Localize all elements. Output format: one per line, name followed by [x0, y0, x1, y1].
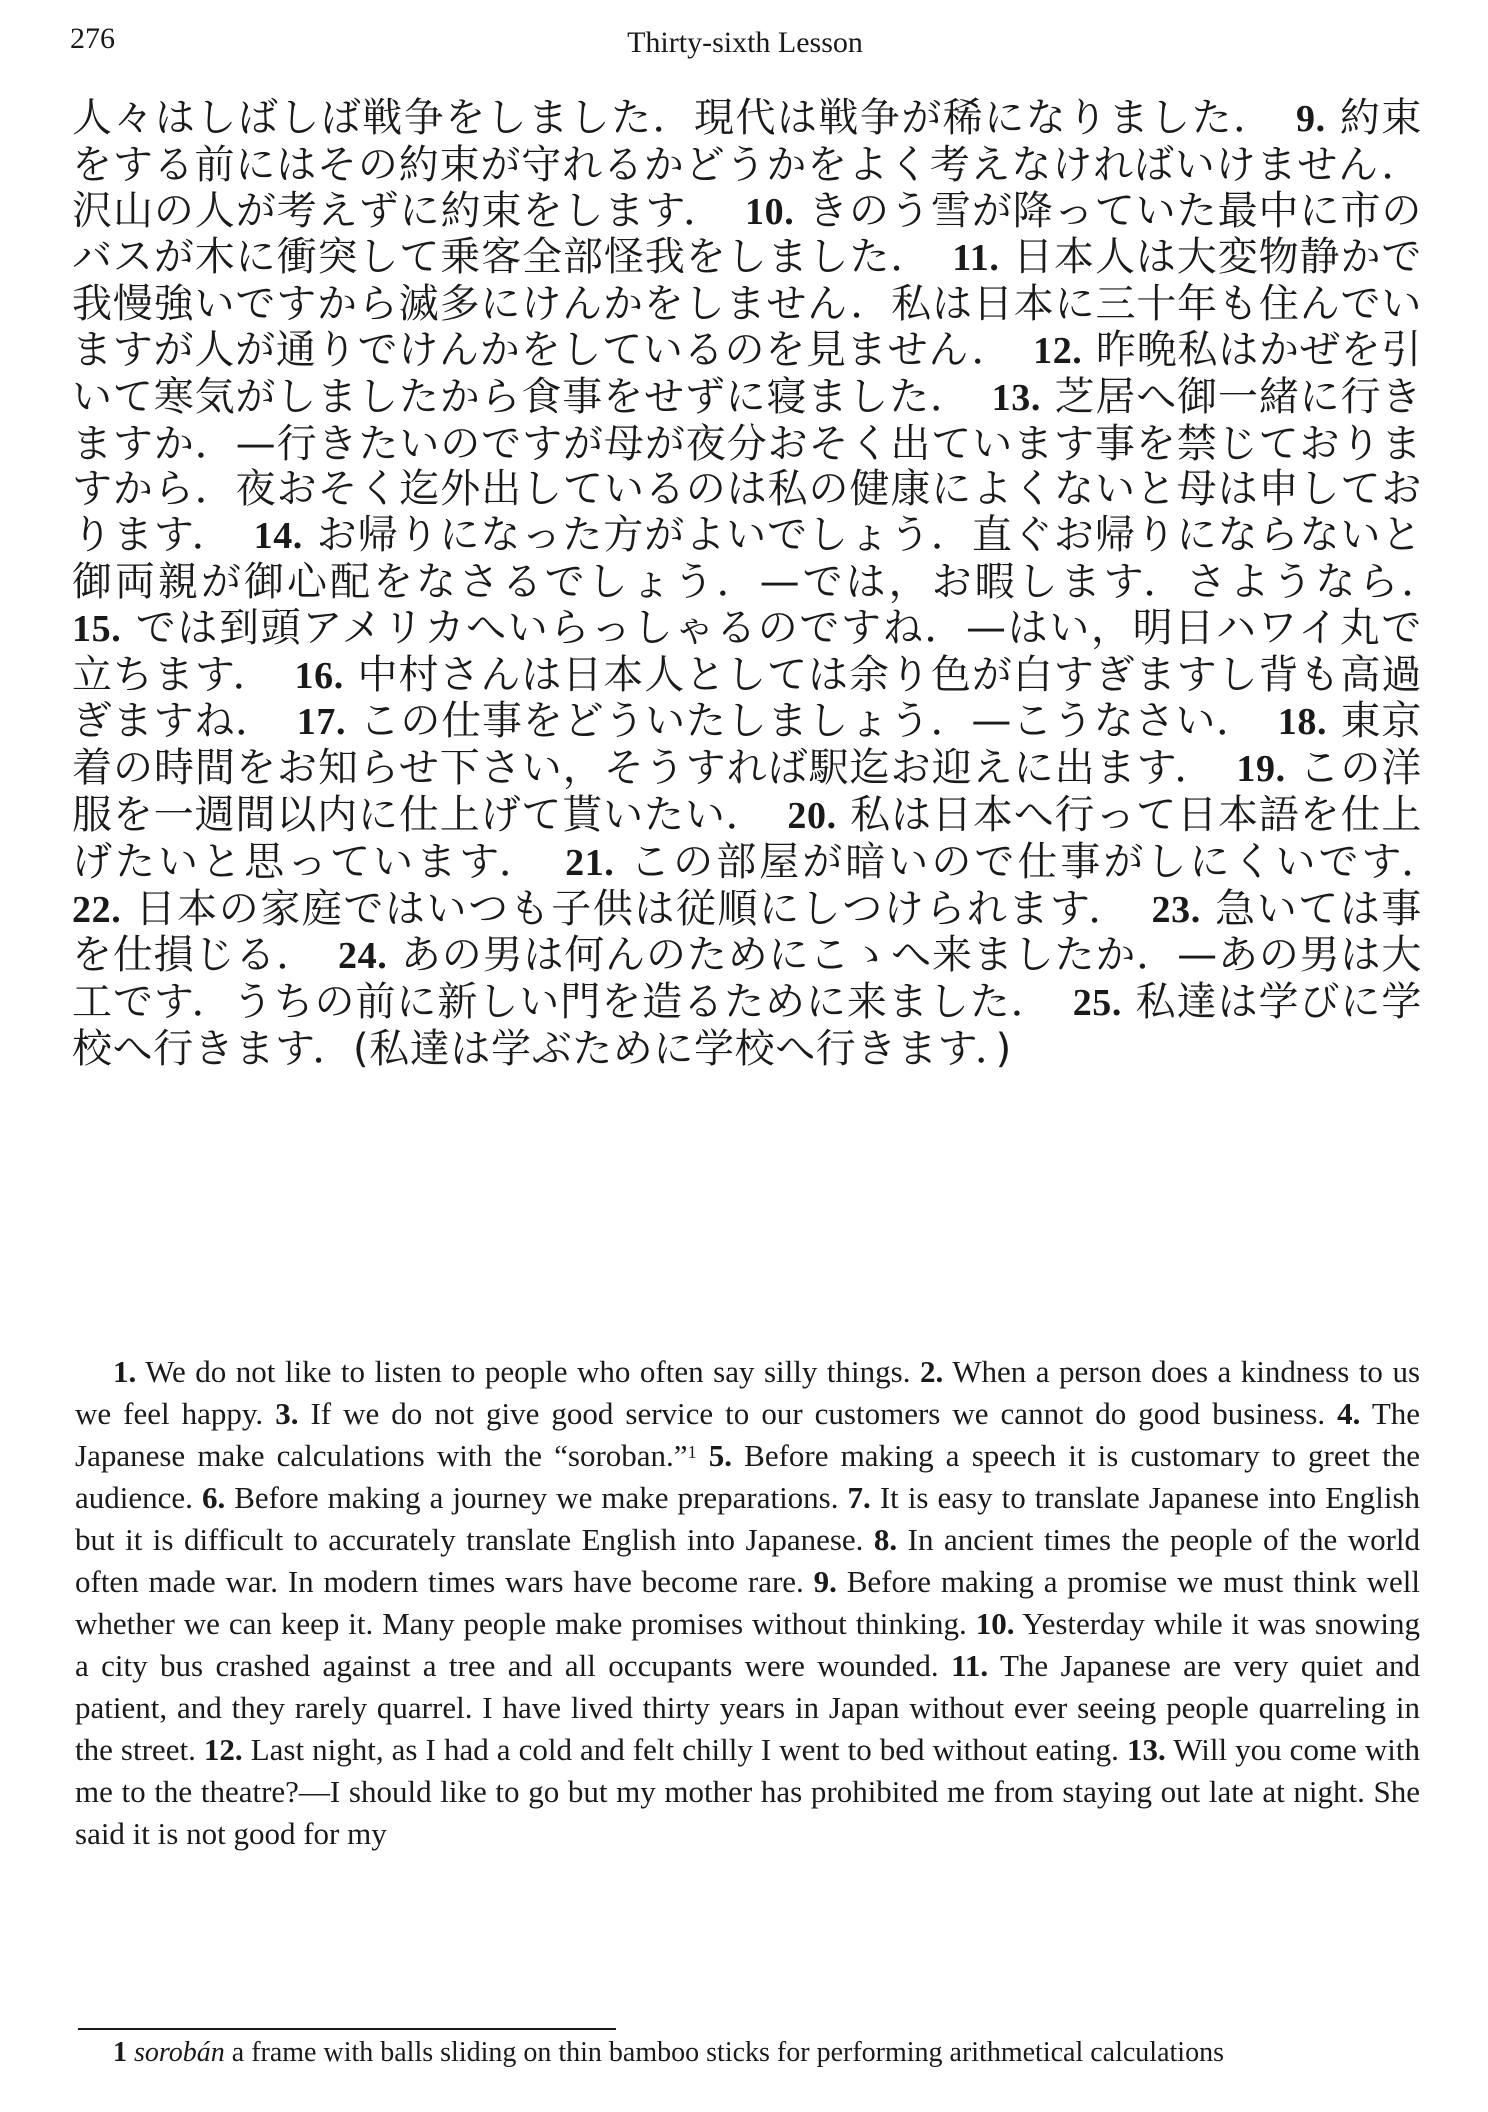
english-sentence-number: 9. [813, 1564, 837, 1599]
japanese-sentence-text: 芝居へ御一緒に行きますか．—行きたいのですが母が夜分おそく出ています事を禁じておりますから．夜おそく迄外出しているのは私の健康によくないと母は申しております． [72, 373, 1422, 559]
english-sentence-text: When a person does a kindness to us we feel happy. [75, 1354, 1421, 1431]
japanese-sentence-number: 12. [1033, 329, 1083, 372]
japanese-sentence-text: この洋服を一週間以内に仕上げて貰いたい． [72, 745, 1422, 838]
english-sentence-text: We do not like to listen to people who often say silly things. [145, 1354, 911, 1389]
japanese-sentence [72, 512, 1422, 605]
running-title: Thirty-sixth Lesson [627, 26, 863, 59]
japanese-sentence-number: 16. [294, 654, 344, 697]
japanese-sentence-number: 24. [338, 935, 388, 978]
japanese-sentence-number: 21. [565, 841, 615, 884]
japanese-sentence-number: 13. [991, 376, 1041, 419]
japanese-sentence-number: 10. [745, 190, 795, 233]
english-sentence-number: 8. [873, 1522, 898, 1557]
footnote-term: sorobán [134, 2037, 225, 2068]
japanese-sentence-text: 東京着の時間をお知らせ下さい，そうすれば駅迄お迎えに出ます． [72, 698, 1422, 792]
footnote-rule [78, 2028, 616, 2030]
japanese-sentence [297, 698, 1237, 744]
english-sentence-text: Last night, as I had a cold and felt chilly I went to bed without eating. [250, 1732, 1119, 1767]
japanese-sentence [72, 95, 1255, 141]
japanese-exercise-text [72, 96, 1422, 1073]
page-number: 276 [70, 22, 115, 55]
english-sentence-text: In ancient times the people of the world often made war. In modern times wars have become rare. [75, 1522, 1421, 1599]
english-sentence-number: 11. [951, 1648, 989, 1683]
japanese-sentence-text: この部屋が暗いので仕事がしにくいです． [630, 838, 1422, 885]
english-sentence [204, 1732, 1119, 1767]
english-sentence [275, 1396, 1325, 1431]
japanese-sentence-number: 23. [1151, 888, 1201, 931]
english-sentence-text: Before making a promise we must think well whether we can keep it. Many people make promises without thinking. [75, 1564, 1420, 1641]
japanese-sentence-text: 中村さんは日本人としては余り色が白すぎますし背も高過ぎますね． [72, 651, 1422, 745]
japanese-sentence-text: あの男は何んのためにこゝへ来ましたか．—あの男は大工です．うちの前に新しい門を造るために来ました． [72, 932, 1422, 1026]
english-paragraph [75, 1351, 1420, 1855]
english-sentence-number: 5. [708, 1438, 732, 1473]
japanese-sentence-text: では到頭アメリカへいらっしゃるのですね．—はい，明日ハワイ丸で立ちます． [72, 604, 1422, 698]
english-sentence-number: 12. [203, 1732, 243, 1767]
english-sentence-number: 13. [1126, 1732, 1166, 1767]
footnote-text: a frame with balls sliding on thin bamboo sticks for performing arithmetical calculations [231, 2037, 1224, 2068]
english-translation-text [75, 1351, 1420, 1855]
japanese-sentence-text: 日本人は大変物静かで我慢強いですから滅多にけんかをしません．私は日本に三十年も住んでいますが人が通りでけんかをしているのを見ません． [72, 234, 1422, 373]
english-sentence-number: 4. [1337, 1396, 1361, 1431]
japanese-sentence-number: 17. [296, 701, 347, 744]
japanese-sentence-text: 急いては事を仕損じる． [72, 885, 1422, 979]
english-sentence-text: Before making a speech it is customary to greet the audience. [75, 1438, 1421, 1515]
english-sentence-text: Will you come with me to the theatre?—I should like to go but my mother has prohibited me from staying out late at night. She said it is not good for my [75, 1732, 1420, 1851]
japanese-sentence-text: 人々はしばしば戦争をしました．現代は戦争が稀になりました． [72, 95, 1255, 141]
footnote-marker: 1 [687, 1442, 697, 1462]
english-sentence [202, 1480, 839, 1515]
english-sentence-text: If we do not give good service to our customers we cannot do good business. [310, 1396, 1326, 1431]
japanese-sentence [72, 886, 1110, 932]
japanese-sentence-text: お帰りになった方がよいでしょう．直ぐお帰りにならないと御両親が御心配をなさるでしょう．—では，お暇します．さようなら． [72, 512, 1422, 605]
japanese-sentence-number: 11. [952, 237, 1000, 280]
japanese-sentence [565, 839, 1422, 885]
japanese-sentence-number: 18. [1277, 701, 1328, 744]
japanese-sentence-text: 約束をする前にはその約束が守れるかどうかをよく考えなければいけません．沢山の人が考えずに約束をします． [72, 95, 1422, 234]
japanese-sentence-number: 25. [1072, 982, 1122, 1025]
japanese-sentence-text: 日本の家庭ではいつも子供は従順にしつけられます． [135, 885, 1110, 932]
japanese-sentence-number: 20. [787, 794, 837, 837]
english-sentence-number: 7. [847, 1480, 871, 1515]
english-sentence-number: 10. [975, 1606, 1015, 1641]
japanese-sentence-number: 15. [72, 607, 122, 650]
japanese-sentence-number: 19. [1236, 748, 1286, 791]
japanese-sentence-text: きのう雪が降っていた最中に市のバスが木に衝突して乗客全部怪我をしました． [72, 187, 1422, 281]
japanese-sentence-number: 9. [1296, 98, 1326, 140]
japanese-sentence-text: 私は日本へ行って日本語を仕上げたいと思っています． [72, 791, 1422, 885]
footnote [75, 2036, 1420, 2070]
english-sentence-number: 1. [113, 1354, 137, 1389]
japanese-sentence-text: 私達は学びに学校へ行きます．(私達は学ぶために学校へ行きます．) [72, 979, 1422, 1072]
japanese-sentence-number: 22. [72, 888, 122, 931]
english-sentence-number: 3. [275, 1396, 299, 1431]
english-sentence-text: Before making a journey we make preparations. [234, 1480, 839, 1515]
japanese-sentence-text: 昨晩私はかぜを引いて寒気がしましたから食事をせずに寝ました． [72, 326, 1422, 420]
english-sentence-text: It is easy to translate Japanese into English but it is difficult to accurately translate English into Japanese. [75, 1480, 1421, 1557]
english-sentence-number: 6. [201, 1480, 226, 1515]
japanese-sentence-number: 14. [253, 515, 303, 558]
english-sentence-text: The Japanese make calculations with the “soroban.” [75, 1396, 1421, 1473]
japanese-sentence-text: この仕事をどういたしましょう．—こうなさい． [359, 698, 1237, 745]
english-sentence-text: Yesterday while it was snowing a city bus crashed against a tree and all occupants were wounded. [75, 1606, 1420, 1683]
english-sentence-number: 2. [919, 1354, 944, 1389]
page-header [70, 18, 1420, 68]
english-sentence-text: The Japanese are very quiet and patient, and they rarely quarrel. I have lived thirty years in Japan without ever seeing people quarreling in the street. [75, 1648, 1420, 1767]
english-sentence [113, 1354, 910, 1389]
footnote-number: 1 [113, 2037, 127, 2068]
